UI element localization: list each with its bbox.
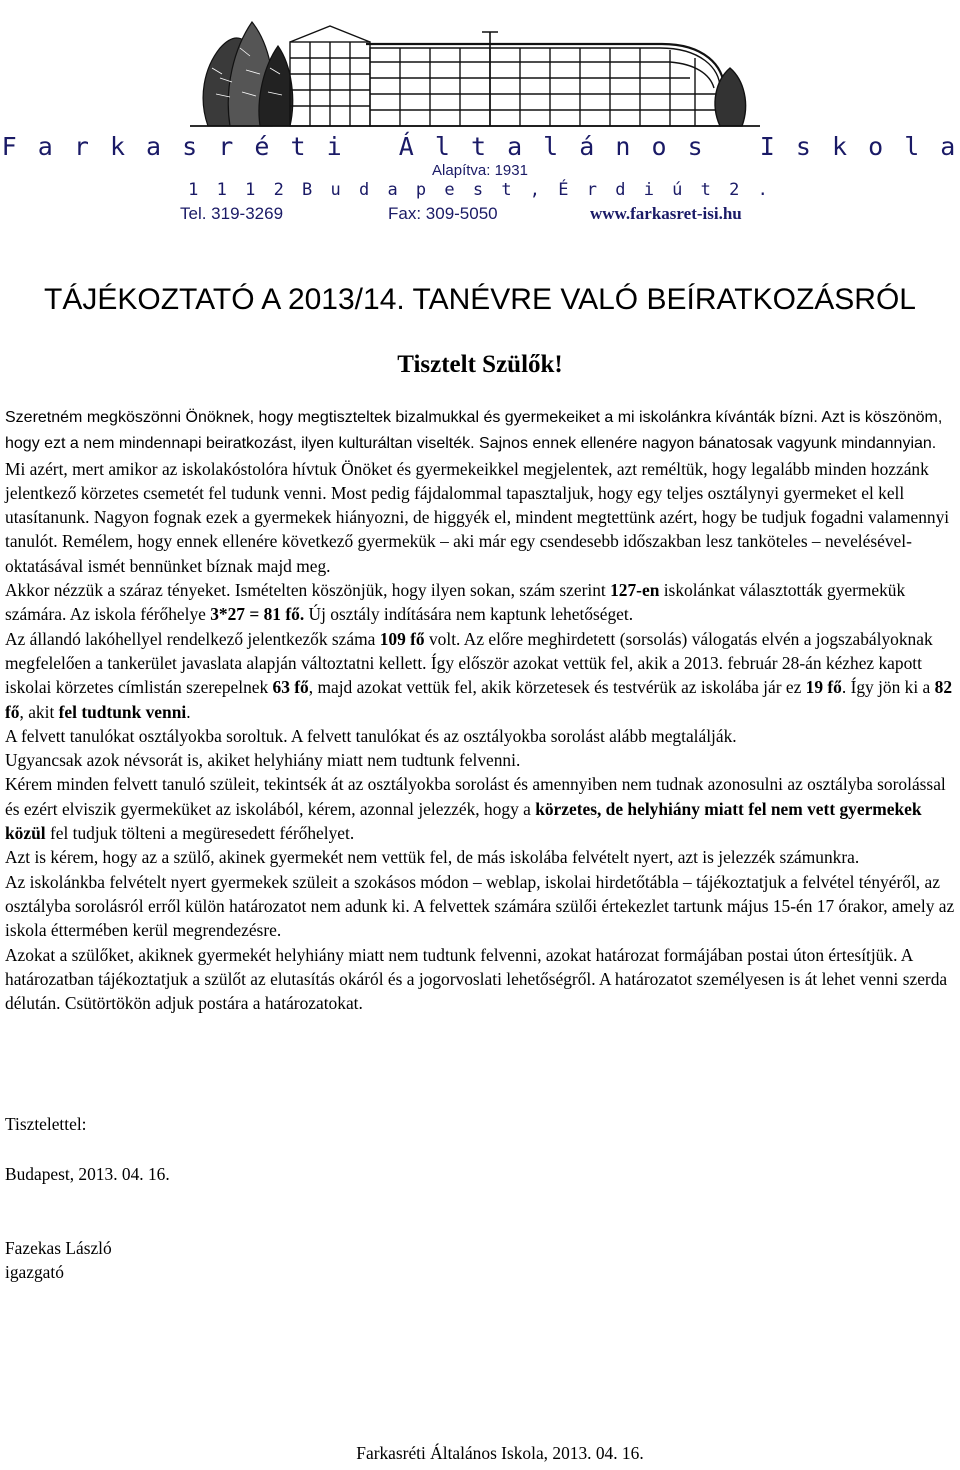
contact-line (180, 204, 780, 228)
paragraph-2: Akkor nézzük a száraz tényeket. Ismételten köszönjük, hogy ilyen sokan, szám szerint 127-en iskolánkat választották gyermekük számára. Az iskola férőhelye 3*27 = 81 fő. Új osztály indítására nem kaptunk lehetőséget. (5, 580, 906, 625)
school-address: 1 1 1 2 B u d a p e s t , É r d i ú t 2 . (188, 180, 772, 200)
website-link[interactable]: www.farkasret-isi.hu (590, 204, 742, 223)
salutation: Tisztelt Szülők! (397, 351, 563, 378)
letter-body (5, 404, 955, 1015)
paragraph-9: Azokat a szülőket, akiknek gyermekét helyhiány miatt nem tudtunk felvenni, azokat határozat formájában postai úton értesítjük. A határozatban tájékoztatjuk a szülőt az elutasítás okáról és a jogorvoslati lehetőségről. A határozatot személyesen is át lehet venni szerda délután. Csütörtökön adjuk postára a határozatokat. (5, 944, 948, 1014)
paragraph-8: Az iskolánkba felvételt nyert gyermekek szüleit a szokásos módon – weblap, iskolai hirdetőtábla – tájékoztatjuk a felvétel tényéről, az osztályba sorolásról erről külön határozatot nem adunk ki. A felvettek számára szülői értekezlet tartunk május 15-én 17 órakor, amely az iskola éttermében kerül megrendezésre. (5, 871, 955, 941)
founded-year: Alapítva: 1931 (432, 162, 528, 179)
phone-number: Tel. 319-3269 (180, 204, 284, 223)
document-title: TÁJÉKOZTATÓ A 2013/14. TANÉVRE VALÓ BEÍRATKOZÁSRÓL (44, 283, 916, 316)
paragraph-6: Kérem minden felvett tanuló szüleit, tekintsék át az osztályokba sorolást és amennyiben nem tudnak azonosulni az osztályba sorolással és ezért elviszik gyermeküket az iskolából, kérem, azonnal jelezzék, hogy a körzetes, de helyhiány miatt fel nem vett gyermekek közül fel tudjuk tölteni a megüresedett férőhelyet. (5, 774, 946, 844)
paragraph-5: Ugyancsak azok névsorát is, akiket helyhiány miatt nem tudtunk felvenni. (5, 750, 521, 771)
paragraph-7: Azt is kérem, hogy az a szülő, akinek gyermekét nem vettük fel, de más iskolába felvételt nyert, azt is jelezzék számunkra. (5, 847, 860, 868)
signer-name: Fazekas László (5, 1238, 112, 1258)
paragraph-3: Az állandó lakóhellyel rendelkező jelentkezők száma 109 fő volt. Az előre meghirdetett (sorsolás) válogatás elvén a jogszabályoknak megfelelően a tankerület javaslata alapján változtatni kellett. Így először azokat vettük fel, akik a 2013. február 28-án kézhez kapott iskolai körzetes címlistán szerepelnek 63 fő, majd azokat vettük fel, akik körzetesek és testvérük az iskolába jár ez 19 fő. Így jön ki a 82 fő, akit fel tudtunk venni. (5, 628, 953, 722)
fax-number: Fax: 309-5050 (388, 204, 498, 223)
paragraph-4: A felvett tanulókat osztályokba soroltuk. A felvett tanulókat és az osztályokba sorolást alább megtalálják. (5, 725, 737, 746)
school-building-illustration (190, 8, 760, 130)
paragraph-1: Szeretném megköszönni Önöknek, hogy megtiszteltek bizalmukkal és gyermekeiket a mi iskolánkra kívánták bízni. Azt is köszönöm, hogy ezt a nem mindennapi beiratkozást, ilyen kulturáltan viselték. Sajnos ennek ellenére nagyon bánatosak vagyunk mindannyian. Mi azért, mert amikor az iskolakóstolóra hívtuk Önöket és gyermekeikkel megjelentek, azt reméltük, hogy legalább minden hozzánk jelentkező körzetes csemetét fel tudunk venni. Most pedig fájdalommal tapasztaljuk, hogy egy teljes osztálynyi gyermeket el kell utasítanunk. Nagyon fognak ezek a gyermekek hiányozni, de higgyék el, mindent megtettünk azért, hogy be tudjuk fogadni valamennyi tanulót. Remélem, hogy ennek ellenére következő gyermekük – aki már egy csendesebb időszakban lesz tanköteles – nevelésével-oktatásával ismét bennünket bíznak majd meg. (5, 409, 950, 576)
letter-date: Budapest, 2013. 04. 16. (5, 1164, 170, 1184)
signer-title: igazgató (5, 1262, 64, 1282)
closing-greeting: Tisztelettel: (5, 1114, 87, 1134)
school-name: F a r k a s r é t i Á l t a l á n o s I s k o l a (1, 132, 959, 161)
page-footer: Farkasréti Általános Iskola, 2013. 04. 16. (356, 1443, 644, 1463)
